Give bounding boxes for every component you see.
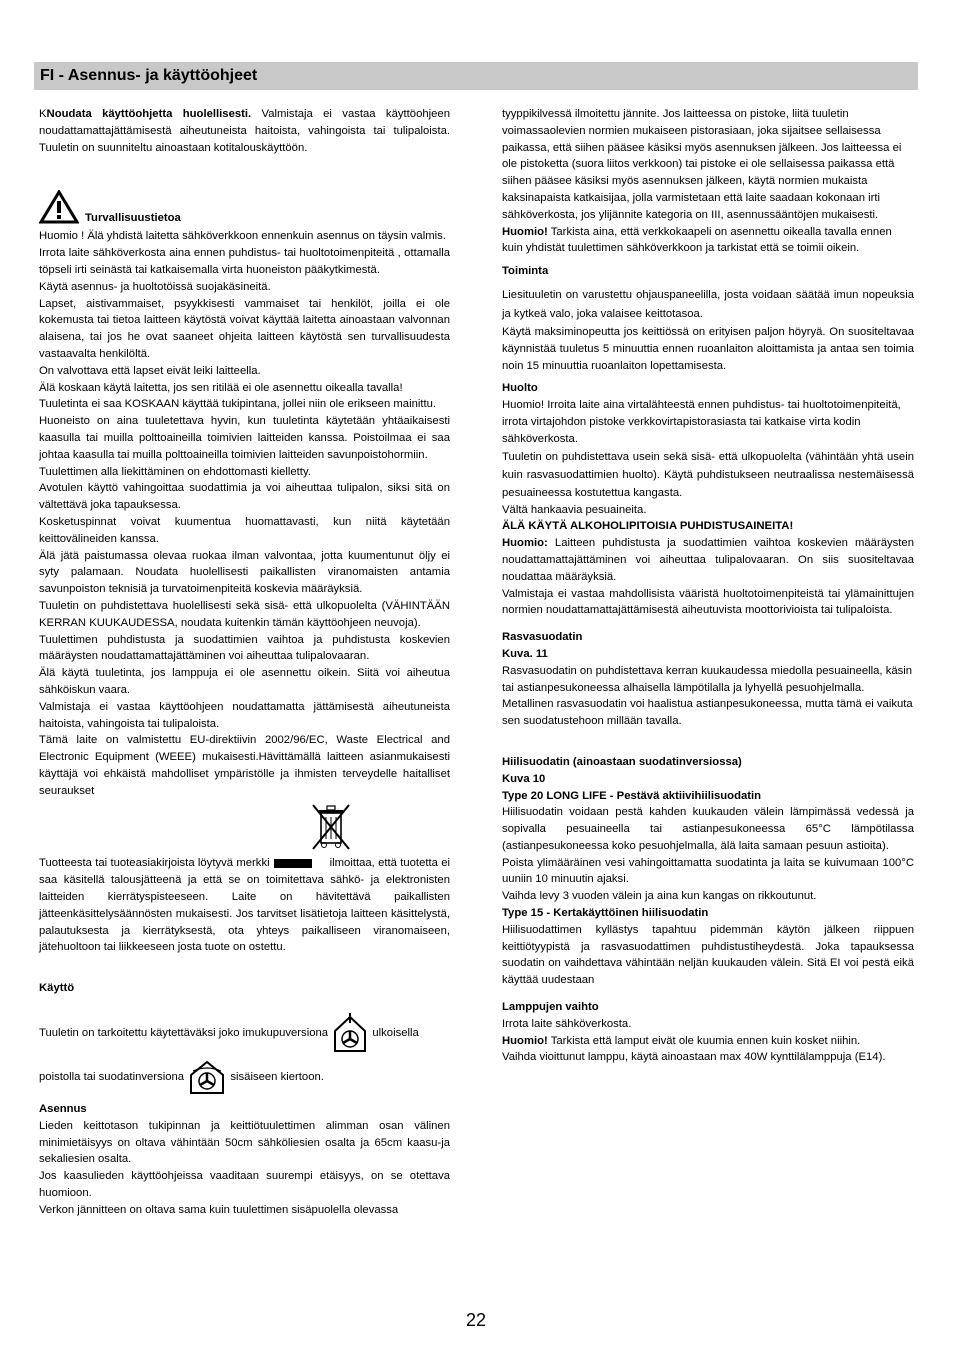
safety-item: Irrota laite sähköverkosta aina ennen puhdistus- tai huoltotoimenpiteitä , ottamalla töpseli irti seinästä tai katkaisemalla virta huoneiston pääkytkimestä. xyxy=(39,247,450,276)
install-item: Verkon jännitteen on oltava sama kuin tuulettimen sisäpuolella olevassa xyxy=(39,1203,399,1216)
type15-item: Hiilisuodattimen kyllästys tapahtuu pidemmän käytön jälkeen riippuen keittiötyypistä ja rasvasuodattimen puhdistustiheydestä. Joka tapauksessa suodatin on vaihdettava vähintään neljän kuukauden välein. Sitä EI voi pestä eikä käyttää uudestaan xyxy=(502,923,914,987)
type15-heading: Type 15 - Kertakäyttöinen hiilisuodatin xyxy=(502,907,709,920)
operation-heading: Toiminta xyxy=(502,265,549,278)
install-warning: Huomio! Tarkista aina, että verkkokaapeli on asennettu oikealla tavalla ennen kuin yhdistät tuulettimen sähköverkkoon ja tarkistat että se toimii oikein. xyxy=(502,225,892,255)
weee-mark-bar xyxy=(274,859,312,868)
use-heading: Käyttö xyxy=(39,982,75,995)
grease-filter-figure: Kuva. 11 xyxy=(502,647,548,660)
maintenance-heading: Huolto xyxy=(502,382,538,395)
intro-paragraph: KNoudata käyttöohjetta huolellisesti. Valmistaja ei vastaa käyttöohjeen noudattamattajättämisestä aiheutuneista haitoista, vahingoista tai tulipaloista. Tuuletin on suunniteltu ainoastaan kotitalouskäyttöön. xyxy=(39,108,450,154)
operation-item: Liesituuletin on varustettu ohjauspaneelilla, josta voidaan säätää imun nopeuksia ja kytkeä valo, joka valaisee keittotasoa. xyxy=(502,288,914,320)
grease-filter-heading: Rasvasuodatin xyxy=(502,631,583,644)
safety-item: Älä käytä tuuletinta, jos lamppuja ei ole asennettu oikein. Siitä voi aiheutua sähköiskun vaara. xyxy=(39,667,450,696)
safety-heading-row xyxy=(39,188,450,228)
left-column xyxy=(39,106,450,1219)
safety-item: Tuuletinta ei saa KOSKAAN käyttää tukipintana, jollei niin ole erikseen mainittu. xyxy=(39,398,437,411)
safety-item: Avotulen käyttö vahingoittaa suodattimia ja voi aiheuttaa tulipalon, siksi sitä on vältettävä joka tapauksessa. xyxy=(39,482,450,512)
warning-icon xyxy=(39,190,79,224)
install-item: Jos kaasulieden käyttöohjeissa vaaditaan suurempi etäisyys, on se otettava huomioon. xyxy=(39,1170,450,1200)
type20-heading: Type 20 LONG LIFE - Pestävä aktiivihiilisuodatin xyxy=(502,789,762,802)
safety-item: Älä jätä paistumassa olevaa ruokaa ilman valvontaa, jotta kuumentunut öljy ei syty palamaan. Noudata huolellisesti paikallisten viranomaisten antamia savunpoiston teknisiä ja turvatoimenpiteitä koskevia määräyksiä. xyxy=(39,549,450,596)
safety-item: Tämä laite on valmistettu EU-direktiivin 2002/96/EC, Waste Electrical and Electronic Equipment (WEEE) mukaisesti.Hävittämällä laitteen asianmukaisesti käyttäjä voi ehkäistä mahdolliset ympäristölle ja ihmisten terveydelle haitalliset seuraukset xyxy=(39,734,450,797)
right-column xyxy=(502,106,914,1066)
safety-item: Valmistaja ei vastaa käyttöohjeen noudattamatta jättämisestä aiheutuneista haitoista, vahingoista tai tulipaloista. xyxy=(39,700,450,730)
install-heading: Asennus xyxy=(39,1103,87,1116)
type20-item: Hiilisuodatin voidaan pestä kahden kuukauden välein lämpimässä vedessä ja sopivalla pesuaineella tai astianpesukoneessa 65°C lämpötilassa (astianpesukoneessa koko pesuohjelmalla, älä laita samaan pesuun astioita). xyxy=(502,806,914,852)
grease-filter-item: Metallinen rasvasuodatin voi haalistua astianpesukoneessa, mutta tämä ei vaikuta sen suodatustehoon millään tavalla. xyxy=(502,698,913,728)
safety-item: Tuulettimen alla liekittäminen on ehdottomasti kielletty. xyxy=(39,465,311,478)
extraction-hood-icon xyxy=(331,1013,369,1053)
safety-item: Huomio ! Älä yhdistä laitetta sähköverkkoon ennenkuin asennus on täysin valmis. xyxy=(39,230,446,243)
maintenance-disclaimer: Valmistaja ei vastaa mahdollisista vääristä huoltotoimenpiteistä tai ylämainittujen normien noudattamattajättämisestä aiheutuvista moottorivioista tai tulipaloista. xyxy=(502,587,914,617)
maintenance-warning: Huomio: Laitteen puhdistusta ja suodattimien vaihtoa koskevien määräysten noudattamattajättäminen voi aiheuttaa tulipalovaaran. On siis suositeltavaa noudattaa määräyksiä. xyxy=(502,537,914,583)
install-continued: tyyppikilvessä ilmoitettu jännite. Jos laitteessa on pistoke, liitä tuuletin voimassaolevien normien mukaiseen pistorasiaan, joka sijaitsee sellaisessa paikassa, että siihen pääsee käsiksi myös asennuksen jälkeen. Jos laitteessa ei ole pistoketta (suora liitos verkkoon) tai pistoke ei ole sellaisessa paikassa että siihen pääsee käsiksi myös asennuksen jälkeen, käytä normien mukaista kaksinapaista katkaisijaa, jolla varmistetaan että laite saadaan kokonaan irti sähköverkosta, jos ylijännite kategoria on III, asennussääntöjen mukaisesti. xyxy=(502,108,902,221)
safety-heading: Turvallisuustietoa xyxy=(85,212,181,225)
safety-item: Kosketuspinnat voivat kuumentua huomattavasti, kun niitä käytetään keittovälineiden kanssa. xyxy=(39,515,450,545)
grease-filter-item: Rasvasuodatin on puhdistettava kerran kuukaudessa miedolla pesuaineella, käsin tai astianpesukoneessa alhaisella lämpötilalla ja lyhyellä pesuohjelmalla. xyxy=(502,664,913,694)
maintenance-item: Vältä hankaavia pesuaineita. xyxy=(502,503,647,516)
lamp-item: Vaihda vioittunut lamppu, käytä ainoastaan max 40W kynttilälamppuja (E14). xyxy=(502,1051,886,1064)
weee-symbol-row xyxy=(39,799,450,855)
use-paragraph-1: Tuuletin on tarkoitettu käytettäväksi joko imukupuversiona ulkoisella xyxy=(39,1013,450,1053)
crossed-bin-icon xyxy=(309,801,353,851)
safety-item: Älä koskaan käytä laitetta, jos sen ritilää ei ole asennettu oikealla tavalla! xyxy=(39,381,403,394)
safety-item: Huoneisto on aina tuuletettava hyvin, kun tuuletinta käytetään yhtäaikaisesti kaasulla tai muilla polttoaineilla toimivien laitteiden kanssa. Poistoilmaa ei saa johtaa kaasulla tai muilla polttoaineilla toimivien laitteiden savunpoistohormiin. xyxy=(39,415,450,461)
safety-item: Tuulettimen puhdistusta ja suodattimien vaihtoa ja puhdistusta koskevien määräysten noudattamattajättäminen voi aiheuttaa tulipalovaaran. xyxy=(39,633,450,663)
maintenance-item: Huomio! Irroita laite aina virtalähteestä ennen puhdistus- tai huoltotoimenpiteitä, irrota virtajohdon pistoke verkkovirtapistorasiasta tai katkaise virta kodin sähköverkosta. xyxy=(502,399,901,445)
lamp-warning: Huomio! Tarkista että lamput eivät ole kuumia ennen kuin kosket niihin. xyxy=(502,1034,861,1047)
type20-item: Poista ylimääräinen vesi vahingoittamatta suodatinta ja laita se kuivumaan 100°C uuniin 10 minuutin ajaksi. xyxy=(502,856,914,886)
safety-item: Tuuletin on puhdistettava huolellisesti sekä sisä- että ulkopuolelta (VÄHINTÄÄN KERRAN KUUKAUDESSA, noudata kuitenkin tämän käyttöohjeen neuvoja). xyxy=(39,599,450,629)
operation-item: Käytä maksiminopeutta jos keittiössä on erityisen paljon höyryä. On suositeltavaa käynnistää tuuletus 5 minuuttia ennen ruoanlaiton aloittamista ja antaa sen toimia noin 15 minuuttia ruoanlaiton lopettamisesta. xyxy=(502,325,914,372)
use-paragraph-2: poistolla tai suodatinversiona sisäiseen kiertoon. xyxy=(39,1059,450,1095)
section-title-bar xyxy=(34,62,918,90)
lamp-heading: Lamppujen vaihto xyxy=(502,1001,599,1014)
carbon-filter-heading: Hiilisuodatin (ainoastaan suodatinversiossa) xyxy=(502,755,742,768)
maintenance-caps-warning: ÄLÄ KÄYTÄ ALKOHOLIPITOISIA PUHDISTUSAINEITA! xyxy=(502,520,794,533)
safety-item: Käytä asennus- ja huoltotöissä suojakäsineitä. xyxy=(39,280,271,293)
install-item: Lieden keittotason tukipinnan ja keittiötuulettimen alimman osan välinen minimietäisyys on oltava vähintään 50cm sähköliesien osalta ja 65cm kaasu-ja sekaliesien osalta. xyxy=(39,1119,450,1166)
maintenance-item: Tuuletin on puhdistettava usein sekä sisä- että ulkopuolelta (vähintään yhtä usein kuin rasvasuodattimien huolto). Käytä puhdistukseen neutraalissa nestemäisessä pesuaineessa kostutettua kangasta. xyxy=(502,450,914,499)
type20-item: Vaihda levy 3 vuoden välein ja aina kun kangas on rikkoutunut. xyxy=(502,890,817,903)
safety-item: Lapset, aistivammaiset, psyykkisesti vammaiset tai henkilöt, joilla ei ole kokemusta tai tietoa laitteen käytöstä voivat käyttää laitetta ainoastaan valvonnan alaisena, tai jos he ovat saaneet ohjeita laitteen käytöstä sen turvallisuudesta vastaavalta henkilöltä. xyxy=(39,297,450,360)
recirculation-icon xyxy=(187,1059,227,1095)
weee-paragraph: Tuotteesta tai tuoteasiakirjoista löytyvä merkki ilmoittaa, että tuotetta ei saa käsitellä talousjätteenä ja että se on toimitettava sähkö- ja elektronisten laitteiden kierrätyspisteeseen. Laite on hävitettävä paikallisten jätteenkäsittelysäännösten mukaisesti. Jos tarvitset lisätietoja laitteen käsittelystä, palautuksesta ja kierrätyksestä, ota yhteys paikalliseen viranomaiseen, jätehuoltoon tai liikkeeseen josta tuote on ostettu. xyxy=(39,857,450,954)
carbon-filter-figure: Kuva 10 xyxy=(502,772,546,785)
page-title: FI - Asennus- ja käyttöohjeet xyxy=(40,67,258,84)
safety-item: On valvottava että lapset eivät leiki laitteella. xyxy=(39,364,261,377)
page-number: 22 xyxy=(466,1310,487,1330)
lamp-item: Irrota laite sähköverkosta. xyxy=(502,1017,632,1030)
